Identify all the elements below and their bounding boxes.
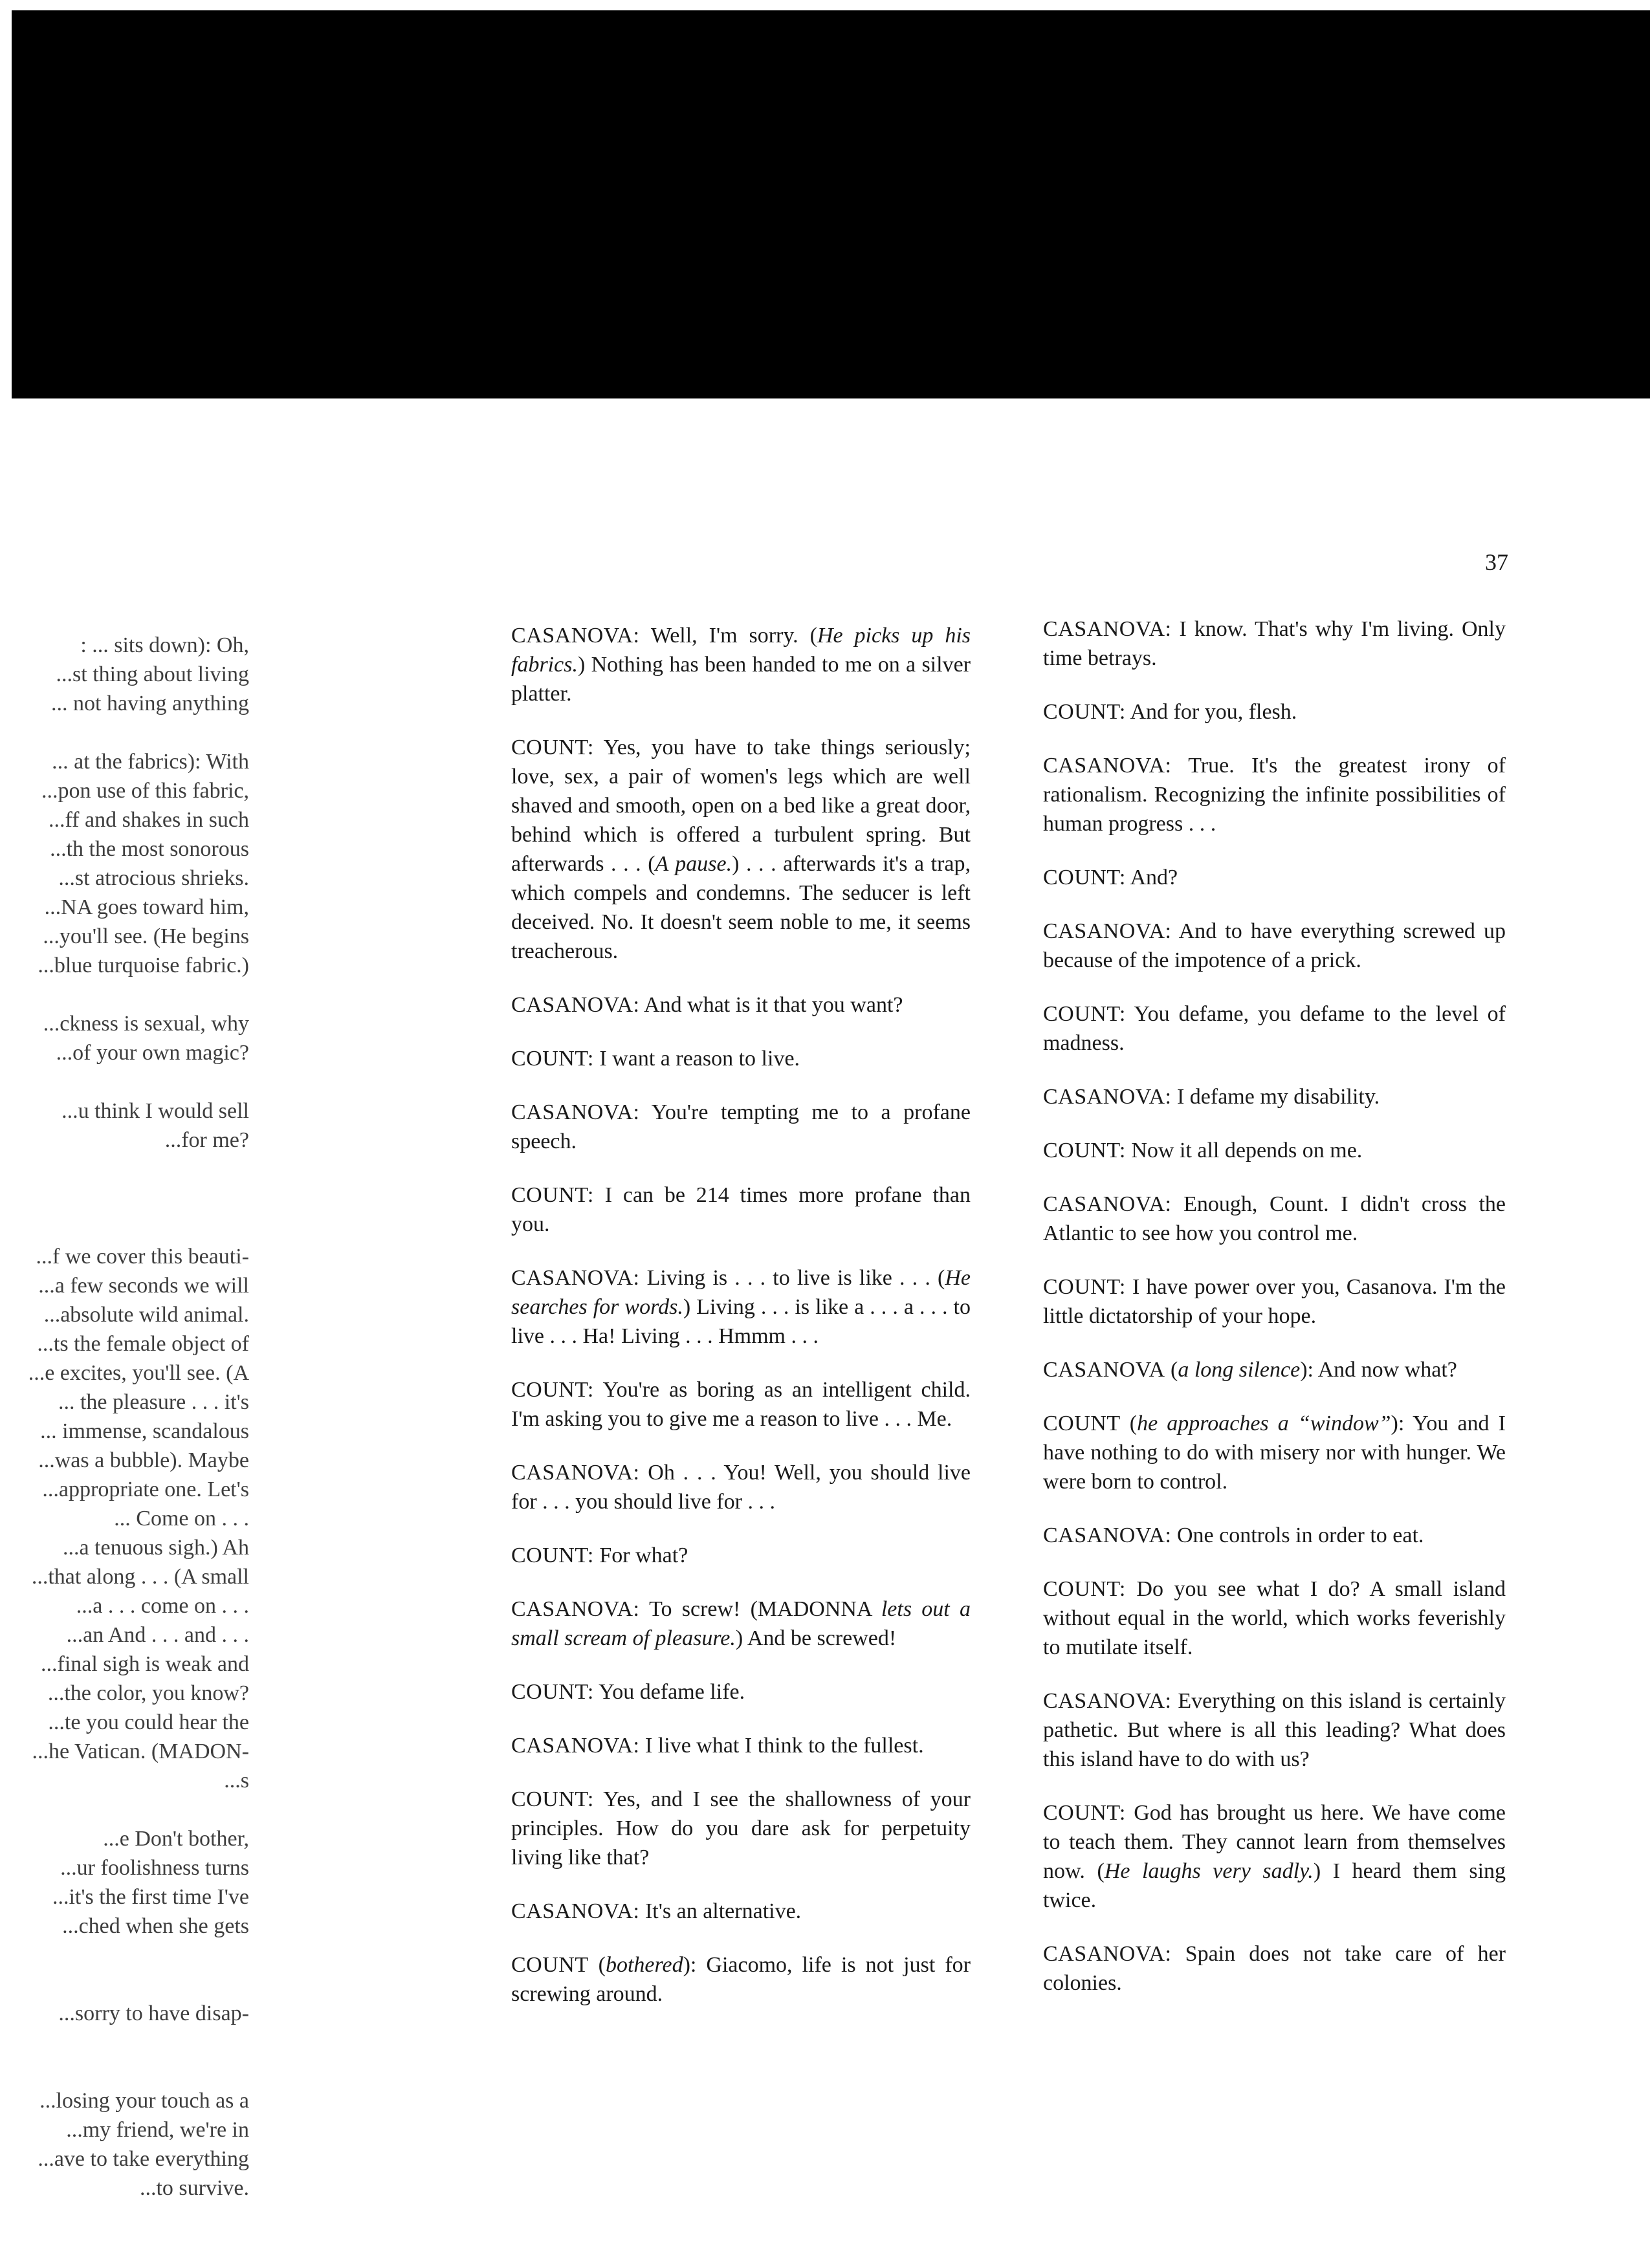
dialogue-text: Oh . . . You! Well, you should live for . . . you should live for . . . [511,1461,971,1514]
speaker-name: CASANOVA: [1043,617,1172,641]
dialogue-paragraph [1043,1798,1506,1915]
dialogue-text: Do you see what I do? A small island without equal in the world, which works feverishly to mutilate itself. [1043,1577,1506,1659]
left-column-fragments [0,631,249,2203]
stage-direction: He searches for words. [511,1266,971,1319]
speaker-name: CASANOVA: [1043,754,1172,778]
stage-direction: lets out a small scream of pleasure. [511,1597,971,1650]
dialogue-paragraph [511,621,971,708]
left-fragment-line [0,980,249,1009]
dialogue-paragraph [1043,1521,1506,1550]
dialogue-paragraph [511,1950,971,2009]
speaker-name: COUNT: [511,736,594,759]
speaker-name: COUNT: [1043,866,1126,889]
left-fragment-line [0,1184,249,1213]
speaker-name: COUNT: [511,1378,594,1402]
left-fragment-line [0,1941,249,1970]
left-fragment-line [0,2028,249,2057]
speaker-name: CASANOVA: [511,1461,640,1485]
dialogue-paragraph [1043,1686,1506,1774]
left-fragment-line: ...s [224,1769,249,1793]
left-fragment-line: ...a . . . come on . . . [76,1594,249,1618]
dialogue-text: ) And be screwed! [735,1626,897,1650]
dialogue-text: God has brought us here. We have come to teach them. They cannot learn from themselves now. ( [1043,1801,1506,1883]
dialogue-paragraph [511,1263,971,1351]
speaker-name: CASANOVA: [1043,1942,1172,1966]
dialogue-text: ( [588,1953,606,1977]
speaker-name: CASANOVA: [1043,1192,1172,1216]
dialogue-text: ) I heard them sing twice. [1043,1859,1506,1912]
dialogue-text: Enough, Count. I didn't cross the Atlantic to see how you control me. [1043,1192,1506,1245]
left-fragment-line: ...te you could hear the [48,1710,249,1734]
dialogue-paragraph [511,1541,971,1570]
left-fragment-line: ...ched when she gets [62,1914,249,1938]
left-fragment-line: ...ckness is sexual, why [43,1012,249,1036]
left-fragment-line: ...ff and shakes in such [48,808,249,832]
speaker-name: COUNT: [511,1183,594,1207]
dialogue-text: Living is . . . to live is like . . . ( [639,1266,945,1290]
dialogue-paragraph [1043,999,1506,1058]
dialogue-text: I live what I think to the fullest. [639,1734,924,1758]
speaker-name: CASANOVA: [511,993,640,1017]
speaker-name: COUNT: [1043,1139,1126,1162]
speaker-name: COUNT: [1043,1002,1126,1026]
stage-direction: A pause. [655,852,732,876]
dialogue-paragraph [1043,1409,1506,1496]
dialogue-paragraph [1043,1190,1506,1248]
dialogue-text: ) . . . afterwards it's a trap, which compels and condemns. The seducer is left deceived. No. It doesn't seem noble to me, it seems treacherous. [511,852,971,963]
dialogue-paragraph [1043,1939,1506,1998]
left-fragment-line: ...to survive. [139,2176,249,2200]
left-fragment-line: ...that along . . . (A small [31,1565,249,1589]
speaker-name: CASANOVA: [1043,1523,1172,1547]
left-fragment-line: ...ur foolishness turns [60,1856,249,1880]
right-column-dialogue [1043,615,1506,2022]
left-fragment-line: ... Come on . . . [114,1507,249,1531]
dialogue-text: ): Giacomo, life is not just for screwing around. [511,1953,971,2006]
dialogue-text: You defame, you defame to the level of madness. [1043,1002,1506,1055]
dialogue-paragraph [1043,1575,1506,1662]
dialogue-text: Yes, you have to take things seriously; love, sex, a pair of women's legs which are well shaved and smooth, open on a bed like a great door, behind which is offered a turbulent spring. But afterwards . . . ( [511,736,971,876]
stage-direction: a long silence [1178,1358,1301,1382]
dialogue-paragraph [1043,697,1506,726]
speaker-name: COUNT: [1043,1801,1126,1825]
dialogue-text: ( [1120,1412,1138,1435]
speaker-name: COUNT: [511,1543,594,1567]
dialogue-text: For what? [593,1543,688,1567]
left-fragment-line: ...ave to take everything [38,2147,249,2171]
dialogue-text: You defame life. [593,1680,745,1704]
left-fragment-line: ...e Don't bother, [103,1827,249,1851]
dialogue-text: And for you, flesh. [1125,700,1297,724]
left-fragment-line: ...he Vatican. (MADON- [32,1739,249,1763]
dialogue-text: I have power over you, Casanova. I'm the little dictatorship of your hope. [1043,1275,1506,1328]
left-fragment-line: ...u think I would sell [61,1099,249,1123]
speaker-name: CASANOVA [1043,1358,1165,1382]
speaker-name: CASANOVA: [1043,1689,1172,1713]
left-fragment-line [0,2057,249,2086]
left-fragment-line: ...my friend, we're in [66,2118,249,2142]
left-fragment-line: ... at the fabrics): With [52,750,249,774]
stage-direction: he approaches a “window” [1137,1412,1391,1435]
dialogue-paragraph [511,990,971,1020]
left-fragment-line: ...pon use of this fabric, [41,779,249,803]
speaker-name: CASANOVA: [511,1266,640,1290]
dialogue-text: And? [1125,866,1178,889]
left-fragment-line: : ... sits down): Oh, [80,633,249,657]
dialogue-paragraph [511,1375,971,1434]
dialogue-text: True. It's the greatest irony of rationalism. Recognizing the infinite possibilities of human progress . . . [1043,754,1506,836]
dialogue-text: It's an alternative. [639,1899,802,1923]
left-fragment-line: ...for me? [164,1128,249,1152]
dialogue-paragraph [511,1098,971,1156]
speaker-name: COUNT: [1043,1275,1126,1299]
dialogue-text: You're as boring as an intelligent child. I'm asking you to give me a reason to live . . . Me. [511,1378,971,1431]
speaker-name: COUNT [1043,1412,1121,1435]
dialogue-text: Well, I'm sorry. ( [639,624,817,648]
left-fragment-line: ... not having anything [51,692,249,715]
left-fragment-line: ...appropriate one. Let's [42,1477,249,1501]
dialogue-text: ( [1165,1358,1178,1382]
dialogue-text: ): And now what? [1300,1358,1457,1382]
black-header-band [12,10,1650,398]
stage-direction: He laughs very sadly. [1104,1859,1314,1883]
left-fragment-line: ...was a bubble). Maybe [38,1448,249,1472]
dialogue-paragraph [511,1785,971,1872]
dialogue-paragraph [1043,1082,1506,1111]
dialogue-text: And what is it that you want? [639,993,903,1017]
dialogue-text: I defame my disability. [1171,1085,1380,1109]
left-fragment-line [0,1213,249,1242]
left-fragment-line: ...of your own magic? [56,1041,249,1065]
speaker-name: COUNT: [511,1787,594,1811]
left-fragment-line: ...final sigh is weak and [41,1652,249,1676]
dialogue-paragraph [511,1595,971,1653]
left-fragment-line: ...ts the female object of [37,1332,249,1356]
left-fragment-line: ...you'll see. (He begins [43,924,249,948]
dialogue-paragraph [511,1044,971,1073]
speaker-name: CASANOVA: [511,624,640,648]
left-fragment-line: ...e excites, you'll see. (A [28,1361,249,1385]
left-fragment-line: ... immense, scandalous [40,1419,249,1443]
dialogue-paragraph [1043,751,1506,838]
speaker-name: COUNT: [511,1047,594,1071]
speaker-name: CASANOVA: [511,1899,640,1923]
dialogue-text: Spain does not take care of her colonies. [1043,1942,1506,1995]
dialogue-paragraph [511,1181,971,1239]
speaker-name: COUNT: [1043,1577,1126,1601]
dialogue-paragraph [511,1677,971,1706]
dialogue-text: ): You and I have nothing to do with misery nor with hunger. We were born to control. [1043,1412,1506,1494]
dialogue-text: ) Living . . . is like a . . . a . . . to live . . . Ha! Living . . . Hmmm . . . [511,1295,971,1348]
left-fragment-line [0,1067,249,1096]
speaker-name: CASANOVA: [1043,1085,1172,1109]
dialogue-text: And to have everything screwed up because of the impotence of a prick. [1043,919,1506,972]
speaker-name: COUNT: [511,1680,594,1704]
dialogue-paragraph [1043,1272,1506,1331]
left-fragment-line: ... the pleasure . . . it's [58,1390,249,1414]
left-fragment-line: ...it's the first time I've [52,1885,249,1909]
speaker-name: CASANOVA: [511,1734,640,1758]
left-fragment-line: ...the color, you know? [47,1681,249,1705]
left-fragment-line [0,718,249,747]
left-fragment-line: ...th the most sonorous [50,837,249,861]
dialogue-text: One controls in order to eat. [1171,1523,1424,1547]
stage-direction: He picks up his fabrics. [511,624,971,677]
dialogue-paragraph [1043,615,1506,673]
speaker-name: COUNT: [1043,700,1126,724]
left-fragment-line [0,1155,249,1184]
dialogue-paragraph [1043,863,1506,892]
dialogue-paragraph [511,733,971,966]
left-fragment-line: ...an And . . . and . . . [66,1623,249,1647]
dialogue-text: Now it all depends on me. [1125,1139,1363,1162]
left-fragment-line: ...losing your touch as a [39,2089,249,2113]
dialogue-text: To screw! (MADONNA [639,1597,881,1621]
page-number: 37 [1485,549,1508,575]
dialogue-text: Everything on this island is certainly pathetic. But where is all this leading? What does this island have to do with us? [1043,1689,1506,1771]
left-fragment-line: ...a few seconds we will [38,1274,249,1298]
stage-direction: bothered [605,1953,683,1977]
left-fragment-line [0,1970,249,1999]
dialogue-text: I can be 214 times more profane than you. [511,1183,971,1236]
left-fragment-line: ...absolute wild animal. [43,1303,249,1327]
dialogue-paragraph [511,1731,971,1760]
dialogue-text: I know. That's why I'm living. Only time betrays. [1043,617,1506,670]
left-fragment-line: ...NA goes toward him, [44,895,249,919]
dialogue-text: Yes, and I see the shallowness of your principles. How do you dare ask for perpetuity living like that? [511,1787,971,1870]
left-fragment-line: ...st thing about living [56,662,249,686]
dialogue-paragraph [511,1897,971,1926]
dialogue-text: I want a reason to live. [593,1047,800,1071]
left-fragment-line [0,1795,249,1824]
speaker-name: CASANOVA: [1043,919,1172,943]
middle-column-dialogue [511,621,971,2033]
speaker-name: CASANOVA: [511,1100,640,1124]
dialogue-paragraph [1043,1136,1506,1165]
left-fragment-line: ...st atrocious shrieks. [58,866,249,890]
dialogue-text: You're tempting me to a profane speech. [511,1100,971,1153]
speaker-name: COUNT [511,1953,589,1977]
left-fragment-line: ...a tenuous sigh.) Ah [62,1536,249,1560]
dialogue-paragraph [1043,1355,1506,1384]
left-fragment-line: ...blue turquoise fabric.) [38,954,249,977]
dialogue-paragraph [1043,917,1506,975]
dialogue-text: ) Nothing has been handed to me on a silver platter. [511,653,971,706]
dialogue-paragraph [511,1458,971,1516]
speaker-name: CASANOVA: [511,1597,640,1621]
left-fragment-line: ...f we cover this beauti- [36,1245,249,1269]
left-fragment-line: ...sorry to have disap- [58,2001,249,2025]
